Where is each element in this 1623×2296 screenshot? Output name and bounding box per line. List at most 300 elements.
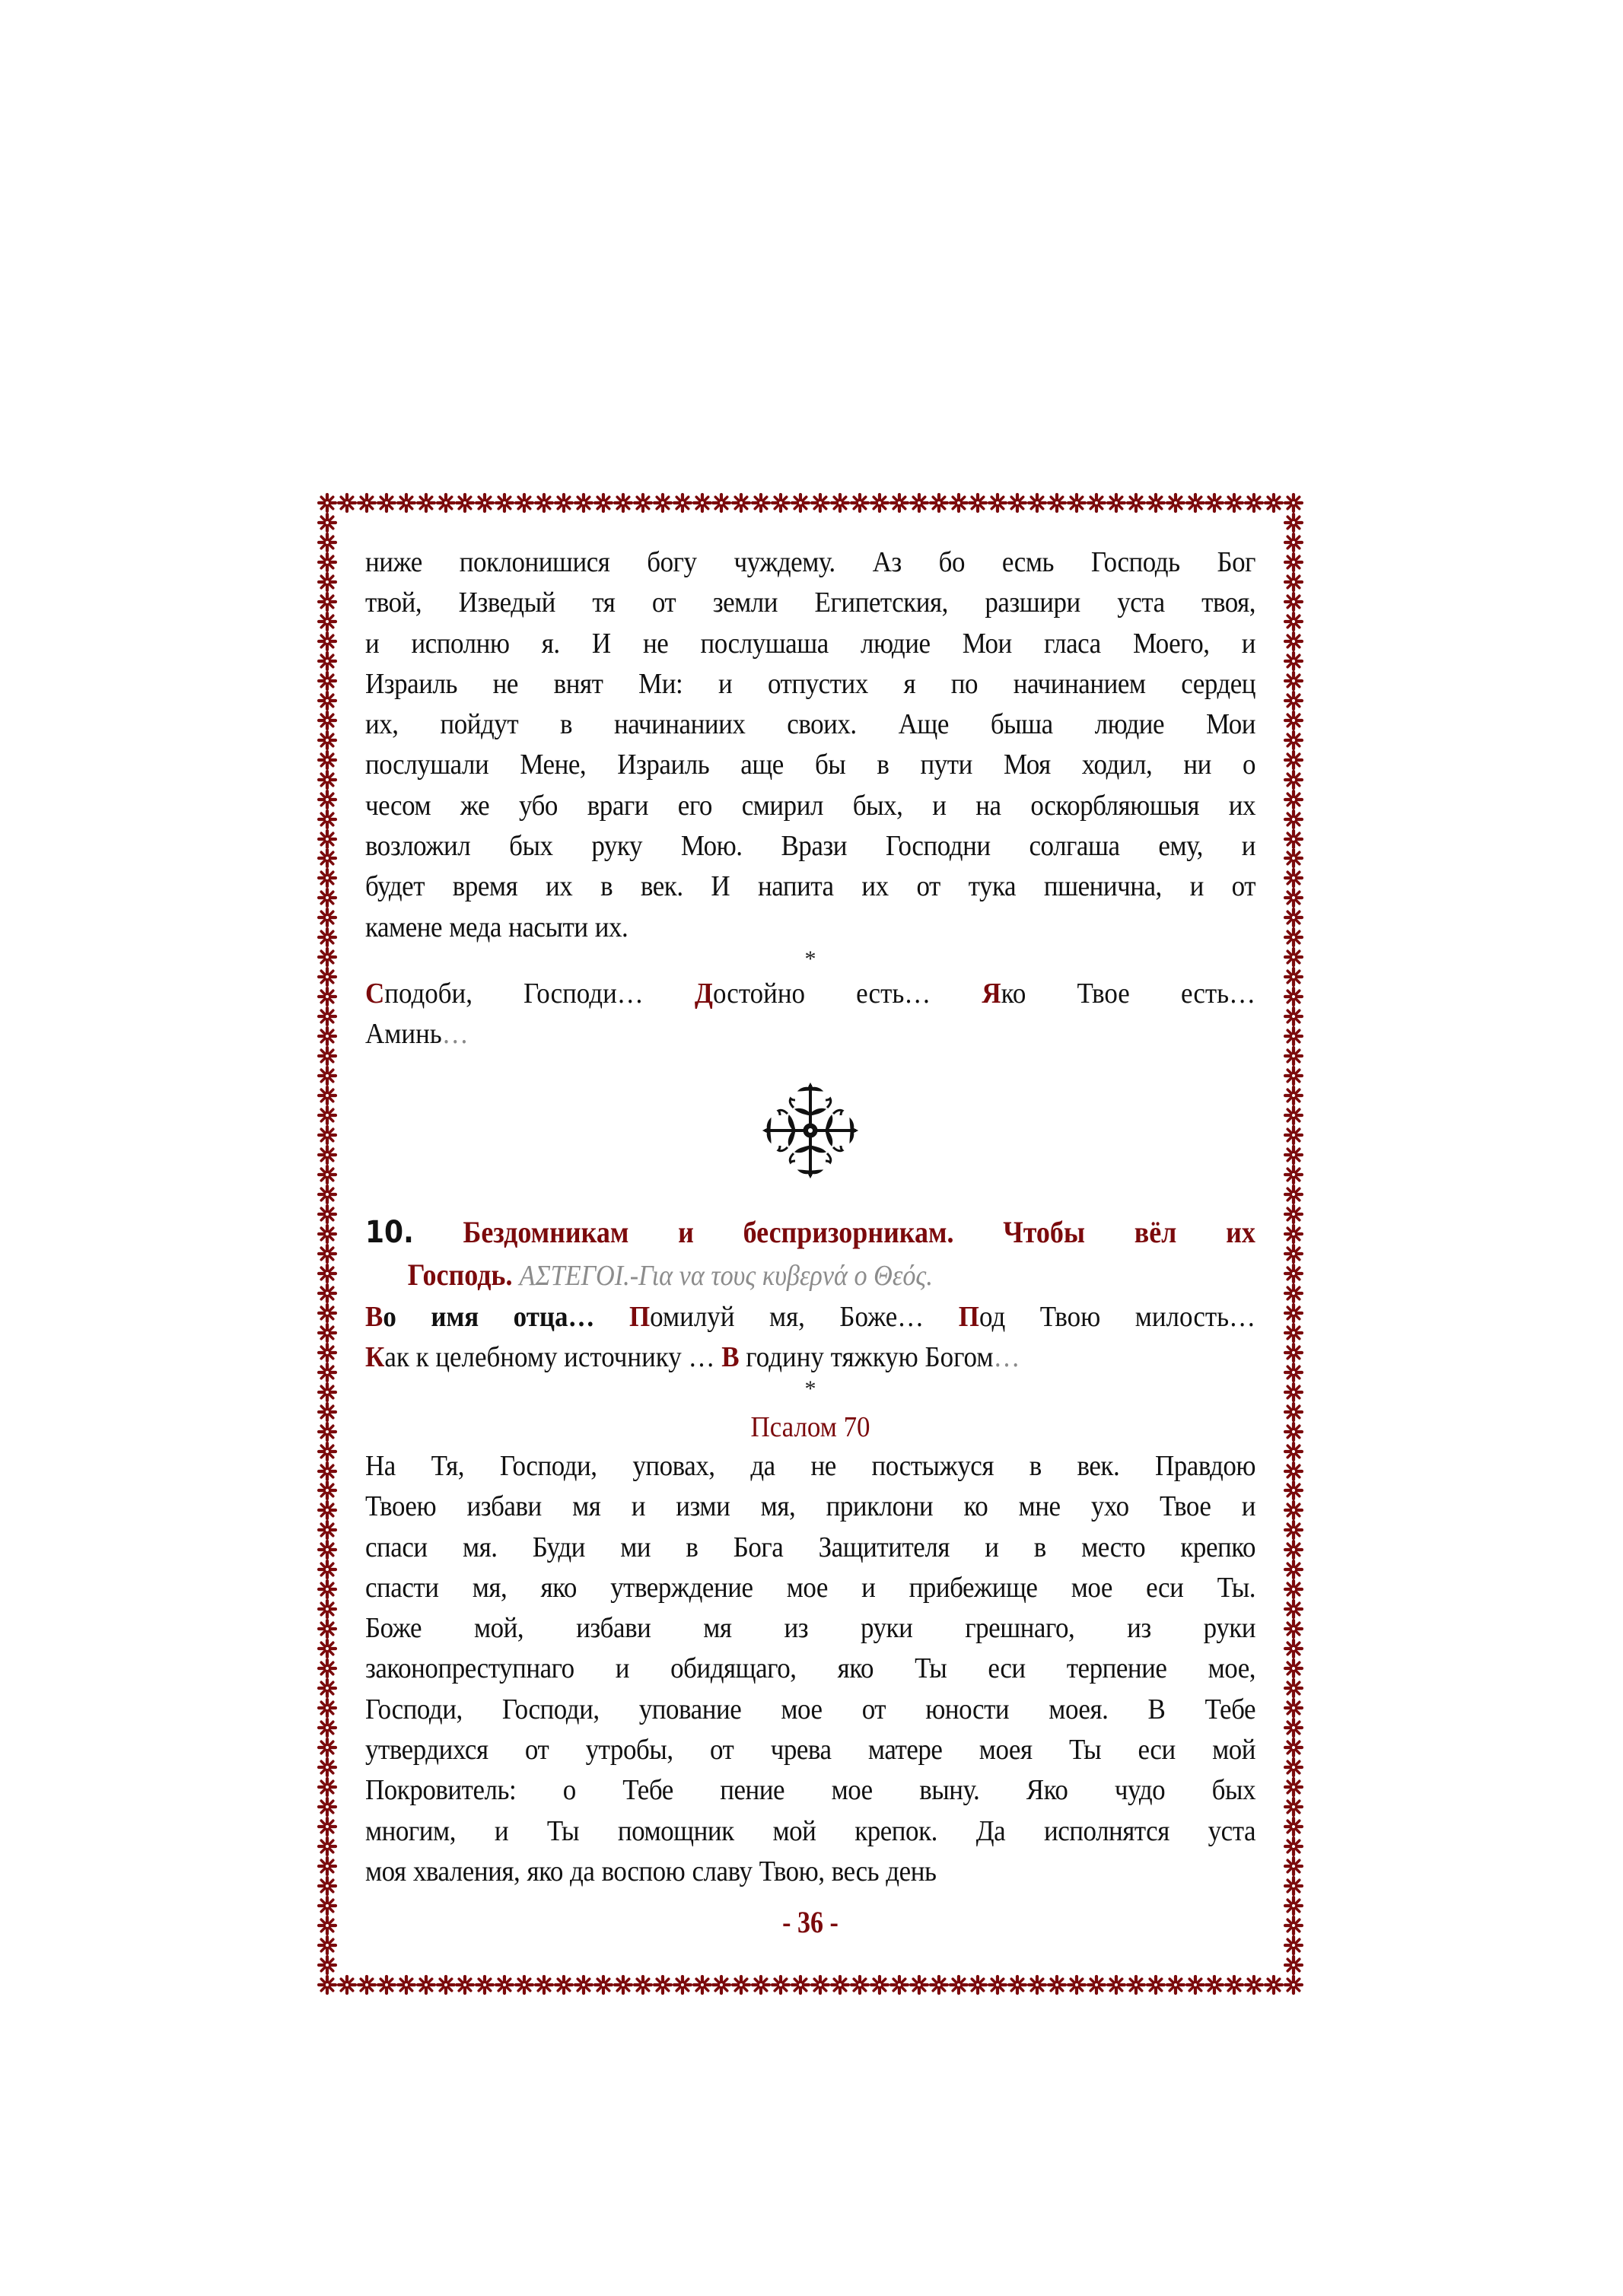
asterisk-border-icon <box>317 572 337 592</box>
asterisk-border-icon <box>1284 1540 1303 1560</box>
red-initial: С <box>365 977 385 1010</box>
asterisk-border-icon <box>1284 533 1303 552</box>
asterisk-border-icon <box>455 1975 475 1995</box>
asterisk-border-icon <box>1284 1165 1303 1185</box>
asterisk-border-icon <box>317 967 337 987</box>
asterisk-border-icon <box>1284 987 1303 1006</box>
text-line: Израиль не внят Ми: и отпустих я по начинанием сердец <box>365 667 1256 700</box>
opening-prayers-line-2 <box>365 1337 1255 1378</box>
asterisk-border-icon <box>317 1856 337 1876</box>
asterisk-border-icon <box>1224 493 1244 513</box>
prayer-text: од Твою милость… <box>979 1300 1256 1333</box>
red-initial: П <box>629 1300 651 1333</box>
asterisk-border-icon <box>1284 552 1303 572</box>
asterisk-border-icon <box>1284 1303 1303 1323</box>
asterisk-border-icon <box>1284 1797 1303 1817</box>
asterisk-border-icon <box>1284 1343 1303 1363</box>
asterisk-border-icon <box>1244 493 1264 513</box>
asterisk-border-icon <box>1047 493 1067 513</box>
asterisk-border-icon <box>1146 493 1166 513</box>
asterisk-border-icon <box>1284 1876 1303 1896</box>
asterisk-border-icon <box>1284 967 1303 987</box>
asterisk-border-icon <box>317 809 337 829</box>
border-top <box>317 493 1303 513</box>
asterisk-border-icon <box>1126 1975 1146 1995</box>
asterisk-border-icon <box>416 1975 436 1995</box>
red-initial: В <box>721 1340 740 1373</box>
ellipsis: … <box>993 1340 1020 1373</box>
asterisk-border-icon <box>574 493 594 513</box>
asterisk-border-icon <box>357 493 377 513</box>
asterisk-border-icon <box>1185 1975 1205 1995</box>
asterisk-border-icon <box>317 1224 337 1244</box>
asterisk-separator: * <box>804 946 816 972</box>
asterisk-border-icon <box>317 691 337 711</box>
asterisk-border-icon <box>1027 493 1047 513</box>
text-line: спасти мя, яко утверждение мое и прибежище мое еси Ты. <box>365 1571 1256 1604</box>
asterisk-border-icon <box>495 1975 514 1995</box>
asterisk-border-icon <box>1284 513 1303 533</box>
asterisk-border-icon <box>1166 1975 1185 1995</box>
text-line: и исполню я. И не послушаша людие Мои гласа Моего, и <box>365 627 1256 660</box>
asterisk-border-icon <box>317 730 337 750</box>
prayer-text: годину тяжкую Богом <box>739 1340 994 1373</box>
asterisk-border-icon <box>534 1975 554 1995</box>
asterisk-border-icon <box>317 1046 337 1066</box>
asterisk-border-icon <box>1047 1975 1067 1995</box>
asterisk-border-icon <box>1284 1185 1303 1204</box>
asterisk-border-icon <box>1106 493 1126 513</box>
prayer-text: ко Твое есть… <box>1001 977 1256 1010</box>
asterisk-border-icon <box>317 1244 337 1264</box>
asterisk-border-icon <box>317 1975 337 1995</box>
asterisk-border-icon <box>1284 1975 1303 1995</box>
asterisk-border-icon <box>317 770 337 790</box>
asterisk-border-icon <box>337 1975 357 1995</box>
text-line: Боже мой, избави мя из руки грешнаго, из руки <box>365 1612 1256 1645</box>
asterisk-border-icon <box>1284 1718 1303 1738</box>
asterisk-border-icon <box>1284 1757 1303 1777</box>
asterisk-border-icon <box>673 1975 692 1995</box>
asterisk-border-icon <box>613 493 633 513</box>
asterisk-border-icon <box>988 1975 1007 1995</box>
asterisk-border-icon <box>850 1975 870 1995</box>
asterisk-border-icon <box>317 1026 337 1046</box>
text-line: Твоею избави мя и изми мя, приклони ко мне ухо Твое и <box>365 1490 1256 1523</box>
asterisk-border-icon <box>1284 592 1303 612</box>
section-title-cont: Господь. <box>407 1257 513 1292</box>
continuation-text <box>365 542 1255 948</box>
asterisk-border-icon <box>317 1955 337 1975</box>
asterisk-border-icon <box>317 1658 337 1678</box>
asterisk-border-icon <box>317 1145 337 1165</box>
asterisk-border-icon <box>1284 1264 1303 1283</box>
red-initial: К <box>365 1340 385 1373</box>
asterisk-border-icon <box>1284 927 1303 947</box>
asterisk-border-icon <box>317 927 337 947</box>
asterisk-border-icon <box>870 1975 889 1995</box>
asterisk-border-icon <box>1106 1975 1126 1995</box>
asterisk-border-icon <box>594 493 613 513</box>
text-line: возложил бых руку Мою. Врази Господни солгаша ему, и <box>365 830 1256 863</box>
asterisk-border-icon <box>317 790 337 809</box>
opening-prayers-line-1 <box>365 1297 1255 1337</box>
text-line: моя хваления, яко да воспою славу Твою, весь день <box>365 1855 937 1887</box>
asterisk-border-icon <box>1284 868 1303 888</box>
asterisk-border-icon <box>1284 829 1303 849</box>
asterisk-border-icon <box>317 1480 337 1500</box>
asterisk-border-icon <box>1284 809 1303 829</box>
asterisk-border-icon <box>317 1698 337 1718</box>
text-line: Покровитель: о Тебе пение мое выну. Яко чудо бых <box>365 1774 1256 1807</box>
prayer-incipit <box>629 1301 924 1333</box>
asterisk-border-icon <box>317 750 337 770</box>
asterisk-border-icon <box>968 1975 988 1995</box>
opening-prayers <box>365 1297 1255 1378</box>
asterisk-border-icon <box>810 1975 830 1995</box>
asterisk-border-icon <box>514 493 534 513</box>
asterisk-border-icon <box>1284 1480 1303 1500</box>
asterisk-border-icon <box>455 493 475 513</box>
prayer-incipit <box>365 1341 714 1373</box>
asterisk-border-icon <box>1166 493 1185 513</box>
asterisk-border-icon <box>1027 1975 1047 1995</box>
asterisk-border-icon <box>1284 770 1303 790</box>
asterisk-border-icon <box>1264 493 1284 513</box>
asterisk-border-icon <box>317 1204 337 1224</box>
asterisk-border-icon <box>1284 1283 1303 1303</box>
asterisk-border-icon <box>1284 1500 1303 1520</box>
asterisk-border-icon <box>731 1975 751 1995</box>
asterisk-border-icon <box>1284 1026 1303 1046</box>
red-initial: П <box>958 1300 979 1333</box>
asterisk-border-icon <box>613 1975 633 1995</box>
asterisk-border-icon <box>1284 1145 1303 1165</box>
closing-prayers <box>365 974 1255 1054</box>
asterisk-border-icon <box>751 1975 771 1995</box>
text-line: ниже поклонишися богу чуждему. Аз бо есмь Господь Бог <box>365 546 1256 578</box>
asterisk-border-icon <box>1284 848 1303 868</box>
asterisk-border-icon <box>317 1836 337 1856</box>
asterisk-border-icon <box>1284 691 1303 711</box>
prayer-text: остойно есть… <box>712 977 931 1010</box>
asterisk-border-icon <box>1284 572 1303 592</box>
asterisk-border-icon <box>1284 1422 1303 1442</box>
prayer-text: о имя отца… <box>383 1300 595 1333</box>
asterisk-border-icon <box>317 1066 337 1086</box>
asterisk-border-icon <box>1284 1442 1303 1461</box>
greek-subtitle: ΑΣΤΕΓΟΙ.-Για να τους κυβερνά ο Θεός. <box>519 1259 933 1292</box>
asterisk-border-icon <box>317 1520 337 1540</box>
asterisk-border-icon <box>1067 1975 1087 1995</box>
asterisk-border-icon <box>317 1896 337 1916</box>
border-left <box>317 513 337 1975</box>
asterisk-border-icon <box>791 493 810 513</box>
asterisk-border-icon <box>416 493 436 513</box>
text-line: законопреступнаго и обидящаго, яко Ты еси терпение мое, <box>365 1652 1256 1685</box>
asterisk-border-icon <box>534 493 554 513</box>
asterisk-border-icon <box>1284 1698 1303 1718</box>
page-content <box>365 542 1255 1892</box>
asterisk-border-icon <box>1067 493 1087 513</box>
page-frame <box>317 493 1303 1995</box>
asterisk-border-icon <box>1284 1204 1303 1224</box>
text-line: послушали Мене, Израиль аще бы в пути Моя ходил, ни о <box>365 749 1256 781</box>
asterisk-border-icon <box>929 493 949 513</box>
psalm-text <box>365 1446 1255 1892</box>
asterisk-border-icon <box>317 829 337 849</box>
asterisk-border-icon <box>1284 1619 1303 1639</box>
asterisk-border-icon <box>1284 1738 1303 1757</box>
asterisk-border-icon <box>909 493 929 513</box>
closing-prayers-line <box>365 974 1255 1014</box>
text-line: камене меда насыти их. <box>365 911 629 943</box>
asterisk-border-icon <box>317 552 337 572</box>
asterisk-border-icon <box>1284 1461 1303 1481</box>
section-heading-line-2 <box>365 1254 1255 1297</box>
asterisk-border-icon <box>1007 1975 1027 1995</box>
asterisk-border-icon <box>317 1916 337 1935</box>
asterisk-border-icon <box>317 1442 337 1461</box>
asterisk-border-icon <box>317 612 337 631</box>
asterisk-border-icon <box>1284 1402 1303 1422</box>
asterisk-border-icon <box>1244 1975 1264 1995</box>
asterisk-border-icon <box>711 493 731 513</box>
asterisk-border-icon <box>1284 1066 1303 1086</box>
prayer-text: ак к целебному источнику … <box>384 1340 715 1373</box>
psalm-title: Псалом 70 <box>750 1410 870 1443</box>
asterisk-border-icon <box>968 493 988 513</box>
asterisk-border-icon <box>317 1757 337 1777</box>
asterisk-border-icon <box>317 1500 337 1520</box>
prayer-incipit <box>695 978 931 1010</box>
asterisk-border-icon <box>929 1975 949 1995</box>
section-title: Бездомникам и беспризорникам. Чтобы вёл их <box>463 1214 1255 1249</box>
asterisk-border-icon <box>317 592 337 612</box>
prayer-incipit <box>365 978 644 1010</box>
asterisk-border-icon <box>1284 493 1303 513</box>
text-line: чесом же убо враги его смирил бых, и на оскорбляюшыя их <box>365 789 1256 822</box>
amen-ellipsis: … <box>441 1017 469 1050</box>
prayer-incipit <box>959 1301 1255 1333</box>
asterisk-border-icon <box>317 1264 337 1283</box>
asterisk-border-icon <box>1224 1975 1244 1995</box>
prayer-incipit <box>982 978 1255 1010</box>
asterisk-border-icon <box>317 1817 337 1836</box>
asterisk-border-icon <box>870 493 889 513</box>
text-line: многим, и Ты помощник мой крепок. Да исполнятся уста <box>365 1814 1256 1847</box>
asterisk-border-icon <box>317 1303 337 1323</box>
asterisk-border-icon <box>791 1975 810 1995</box>
asterisk-border-icon <box>377 1975 396 1995</box>
asterisk-border-icon <box>1284 651 1303 671</box>
asterisk-border-icon <box>1284 671 1303 691</box>
asterisk-border-icon <box>317 1461 337 1481</box>
asterisk-border-icon <box>317 908 337 927</box>
asterisk-border-icon <box>317 888 337 908</box>
asterisk-border-icon <box>317 1422 337 1442</box>
asterisk-border-icon <box>317 1718 337 1738</box>
asterisk-border-icon <box>653 1975 673 1995</box>
asterisk-border-icon <box>1284 1125 1303 1145</box>
asterisk-border-icon <box>317 1935 337 1955</box>
asterisk-border-icon <box>1284 1244 1303 1264</box>
asterisk-border-icon <box>988 493 1007 513</box>
asterisk-border-icon <box>1205 493 1224 513</box>
asterisk-border-icon <box>1284 1224 1303 1244</box>
text-line: На Тя, Господи, уповах, да не постыжуся в век. Правдою <box>365 1449 1256 1482</box>
asterisk-border-icon <box>1284 750 1303 770</box>
asterisk-separator: * <box>804 1375 816 1401</box>
asterisk-border-icon <box>850 493 870 513</box>
asterisk-border-icon <box>1087 493 1106 513</box>
amen-line <box>365 1014 1255 1054</box>
asterisk-border-icon <box>317 1006 337 1026</box>
asterisk-border-icon <box>317 1323 337 1343</box>
asterisk-border-icon <box>1284 1006 1303 1026</box>
asterisk-border-icon <box>1284 1678 1303 1698</box>
asterisk-border-icon <box>436 1975 456 1995</box>
asterisk-border-icon <box>514 1975 534 1995</box>
asterisk-border-icon <box>1284 908 1303 927</box>
asterisk-border-icon <box>653 493 673 513</box>
red-initial: Д <box>694 977 713 1010</box>
asterisk-border-icon <box>1284 1046 1303 1066</box>
asterisk-border-icon <box>317 1599 337 1619</box>
asterisk-border-icon <box>574 1975 594 1995</box>
asterisk-border-icon <box>317 1678 337 1698</box>
snowflake-cross-ornament-icon <box>757 1077 864 1184</box>
asterisk-border-icon <box>1284 1658 1303 1678</box>
text-line: Господи, Господи, упование мое от юности моея. В Тебе <box>365 1693 1256 1725</box>
asterisk-border-icon <box>1284 1086 1303 1105</box>
asterisk-border-icon <box>317 868 337 888</box>
border-right <box>1284 513 1303 1975</box>
asterisk-border-icon <box>317 1283 337 1303</box>
asterisk-border-icon <box>396 1975 416 1995</box>
asterisk-border-icon <box>317 1165 337 1185</box>
asterisk-border-icon <box>1284 1105 1303 1125</box>
asterisk-border-icon <box>554 1975 574 1995</box>
asterisk-border-icon <box>889 493 909 513</box>
asterisk-border-icon <box>1205 1975 1224 1995</box>
section-heading-line-1 <box>365 1211 1255 1254</box>
section-heading <box>365 1211 1255 1297</box>
asterisk-border-icon <box>810 493 830 513</box>
asterisk-border-icon <box>633 1975 653 1995</box>
asterisk-border-icon <box>889 1975 909 1995</box>
asterisk-border-icon <box>1284 1579 1303 1599</box>
asterisk-border-icon <box>317 1402 337 1422</box>
section-number: 10. <box>365 1214 414 1250</box>
prayer-text: омилуй мя, Боже… <box>650 1300 924 1333</box>
prayer-text: подоби, Господи… <box>384 977 644 1010</box>
asterisk-border-icon <box>1284 947 1303 967</box>
asterisk-border-icon <box>1284 1777 1303 1797</box>
asterisk-border-icon <box>317 1777 337 1797</box>
asterisk-border-icon <box>396 493 416 513</box>
asterisk-border-icon <box>554 493 574 513</box>
asterisk-border-icon <box>317 1185 337 1204</box>
asterisk-border-icon <box>317 493 337 513</box>
asterisk-border-icon <box>317 1797 337 1817</box>
asterisk-border-icon <box>1284 888 1303 908</box>
asterisk-border-icon <box>1185 493 1205 513</box>
asterisk-border-icon <box>357 1975 377 1995</box>
asterisk-border-icon <box>711 1975 731 1995</box>
asterisk-border-icon <box>317 1086 337 1105</box>
asterisk-border-icon <box>909 1975 929 1995</box>
asterisk-border-icon <box>1284 1639 1303 1658</box>
asterisk-border-icon <box>317 711 337 730</box>
asterisk-border-icon <box>1284 1599 1303 1619</box>
asterisk-border-icon <box>1284 1560 1303 1579</box>
asterisk-border-icon <box>317 1560 337 1579</box>
asterisk-border-icon <box>692 493 712 513</box>
asterisk-border-icon <box>1284 1896 1303 1916</box>
red-initial: Я <box>982 977 1001 1010</box>
text-line: их, пойдут в начинаниих своих. Аще быша людие Мои <box>365 708 1256 741</box>
text-line: утвердихся от утробы, от чрева матере моея Ты еси мой <box>365 1734 1256 1767</box>
asterisk-border-icon <box>1284 631 1303 651</box>
text-line: будет время их в век. И напита их от тука пшенична, и от <box>365 870 1256 903</box>
asterisk-border-icon <box>317 671 337 691</box>
text-line: спаси мя. Буди ми в Бога Защитителя и в место крепко <box>365 1531 1256 1563</box>
asterisk-border-icon <box>1264 1975 1284 1995</box>
asterisk-border-icon <box>317 1619 337 1639</box>
asterisk-border-icon <box>317 651 337 671</box>
asterisk-border-icon <box>1284 1817 1303 1836</box>
asterisk-border-icon <box>317 1738 337 1757</box>
asterisk-border-icon <box>317 1382 337 1402</box>
prayer-incipit <box>721 1341 1020 1373</box>
asterisk-border-icon <box>692 1975 712 1995</box>
red-initial: В <box>365 1300 383 1333</box>
asterisk-border-icon <box>317 947 337 967</box>
asterisk-border-icon <box>731 493 751 513</box>
amen-text: Аминь <box>365 1017 442 1050</box>
asterisk-border-icon <box>771 1975 791 1995</box>
asterisk-border-icon <box>495 493 514 513</box>
asterisk-border-icon <box>594 1975 613 1995</box>
text-line: твой, Изведый тя от земли Египетския, разшири уста твоя, <box>365 587 1256 619</box>
asterisk-border-icon <box>949 1975 969 1995</box>
asterisk-border-icon <box>475 493 495 513</box>
asterisk-border-icon <box>1284 790 1303 809</box>
asterisk-border-icon <box>830 1975 850 1995</box>
asterisk-border-icon <box>317 1105 337 1125</box>
asterisk-border-icon <box>317 1876 337 1896</box>
asterisk-border-icon <box>1284 730 1303 750</box>
asterisk-border-icon <box>317 987 337 1006</box>
asterisk-border-icon <box>1087 1975 1106 1995</box>
asterisk-border-icon <box>1284 1382 1303 1402</box>
asterisk-border-icon <box>1284 1836 1303 1856</box>
asterisk-border-icon <box>317 1579 337 1599</box>
asterisk-border-icon <box>1146 1975 1166 1995</box>
asterisk-border-icon <box>1284 1363 1303 1382</box>
asterisk-border-icon <box>1284 1323 1303 1343</box>
border-bottom <box>317 1975 1303 1995</box>
asterisk-border-icon <box>633 493 653 513</box>
asterisk-border-icon <box>317 1540 337 1560</box>
asterisk-border-icon <box>1126 493 1146 513</box>
asterisk-border-icon <box>1007 493 1027 513</box>
asterisk-border-icon <box>1284 711 1303 730</box>
asterisk-border-icon <box>317 1343 337 1363</box>
asterisk-border-icon <box>1284 1955 1303 1975</box>
asterisk-border-icon <box>317 1125 337 1145</box>
